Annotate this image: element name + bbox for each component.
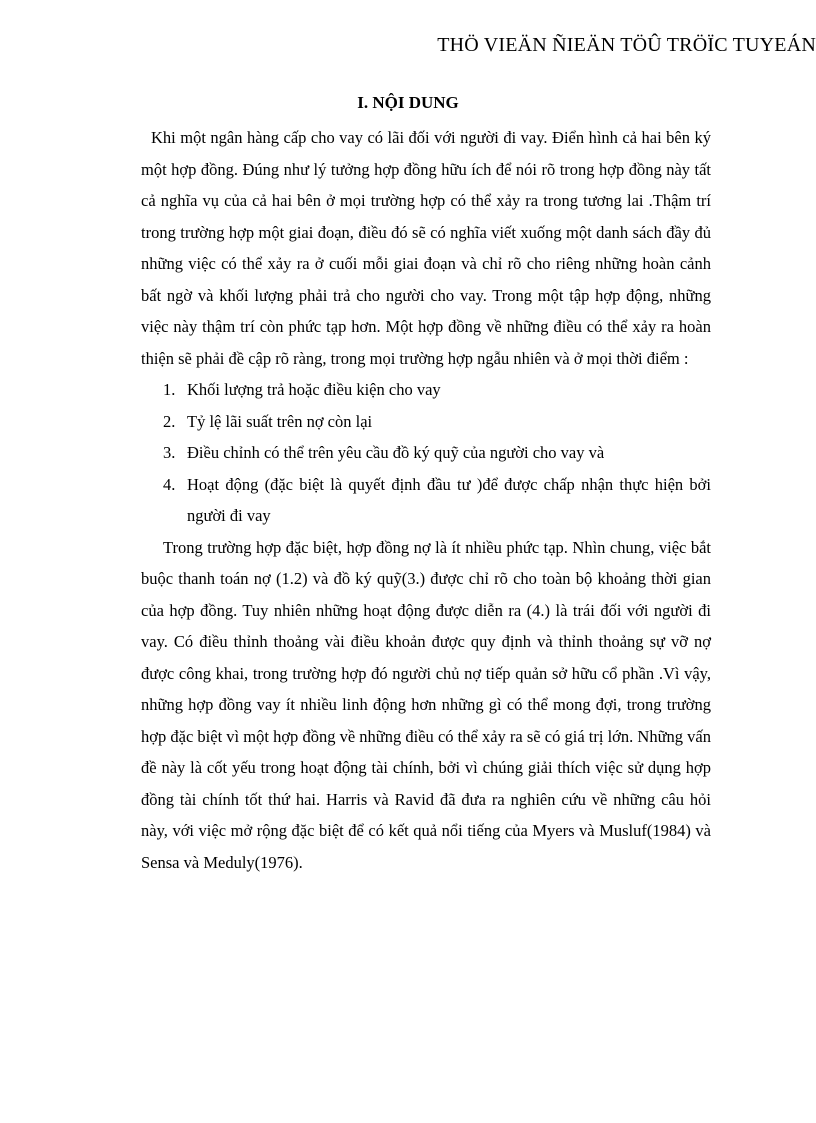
list-item-text: Tỷ lệ lãi suất trên nợ còn lại — [187, 411, 373, 431]
list-item-number: 4. — [163, 474, 176, 494]
document-body — [141, 122, 711, 878]
paragraph-intro: Khi một ngân hàng cấp cho vay có lãi đối với người đi vay. Điển hình cả hai bên ký một hợp đồng. Đúng như lý tưởng hợp đồng hữu ích để nói rõ trong hợp đồng này tất cả nghĩa vụ của cả hai bên ở mọi trường hợp có thể xảy ra trong tương lai .Thậm trí trong trường hợp một giai đoạn, điều đó sẽ có nghĩa viết xuống một danh sách đầy đủ những việc có thể xảy ra ở cuối mỗi giai đoạn và chỉ rõ cho riêng những hoàn cảnh bất ngờ và khối lượng phải trả cho người cho vay. Trong một tập hợp động, những việc này thậm trí còn phức tạp hơn. Một hợp đồng về những điều có thể xảy ra hoàn thiện sẽ phải đề cập rõ ràng, trong mọi trường hợp ngẫu nhiên và ở mọi thời điểm : — [141, 128, 711, 368]
page-header: THÖ VIEÄN ÑIEÄN TÖÛ TRÖÏC TUYEÁN — [437, 34, 816, 56]
list-item-number: 1. — [163, 380, 176, 399]
list-item-text: Khối lượng trả hoặc điều kiện cho vay — [187, 380, 441, 399]
list-item — [141, 374, 711, 406]
list-item — [141, 406, 711, 438]
list-item — [141, 469, 711, 532]
numbered-list — [141, 374, 711, 532]
list-item-text: Điều chỉnh có thể trên yêu cầu đồ ký quỹ của người cho vay và — [187, 443, 605, 462]
paragraph-body: Trong trường hợp đặc biệt, hợp đồng nợ là ít nhiều phức tạp. Nhìn chung, việc bắt buộc thanh toán nợ (1.2) và đồ ký quỹ(3.) được chỉ rõ cho toàn bộ khoảng thời gian của hợp đồng. Tuy nhiên những hoạt động được diễn ra (4.) là trái đối với người đi vay. Có điều thỉnh thoảng vài điều khoản được quy định và thỉnh thoảng sự vỡ nợ được công khai, trong trường hợp đó người chủ nợ tiếp quản sở hữu cổ phần .Vì vậy, những hợp đồng vay ít nhiều linh động hơn những gì có thể mong đợi, trong trường hợp đặc biệt vì một hợp đồng về những điều có thể xảy ra sẽ có giá trị lớn. Những vấn đề này là cốt yếu trong hoạt động tài chính, bởi vì chúng giải thích việc sử dụng hợp đồng tài chính tốt thứ hai. Harris và Ravid đã đưa ra nghiên cứu về những câu hỏi này, với việc mở rộng đặc biệt để có kết quả nổi tiếng của Myers và Musluf(1984) và Sensa và Meduly(1976). — [141, 537, 711, 872]
list-item-text: Hoạt động (đặc biệt là quyết định đầu tư )để được chấp nhận thực hiện bởi người đi vay — [187, 474, 711, 525]
list-item-number: 2. — [163, 411, 176, 431]
section-title: I. NỘI DUNG — [357, 93, 459, 112]
list-item — [141, 437, 711, 469]
list-item-number: 3. — [163, 443, 176, 462]
